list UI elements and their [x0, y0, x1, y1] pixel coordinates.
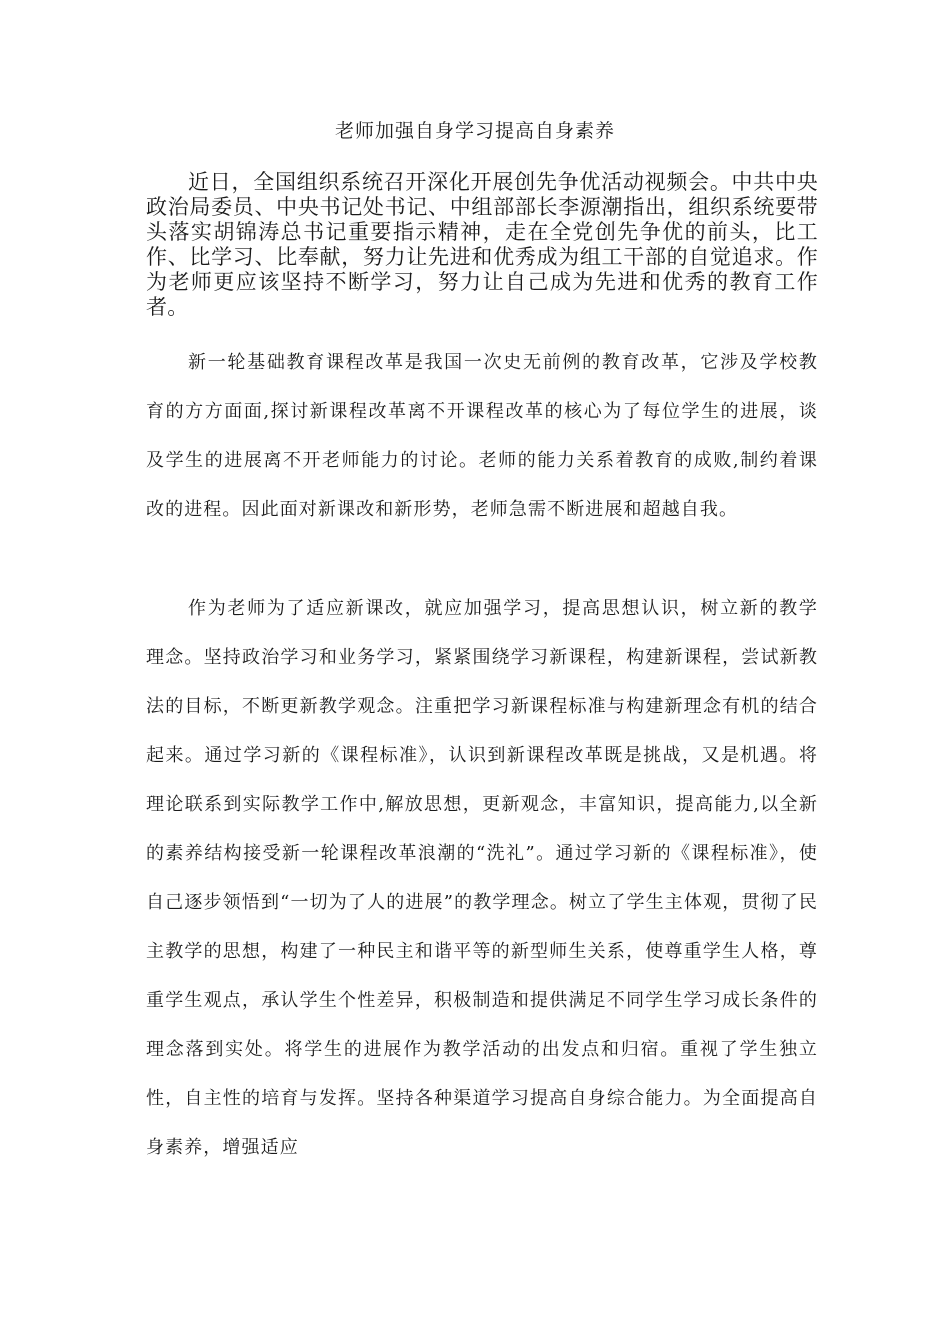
paragraph-teacher-learning: 作为老师为了适应新课改，就应加强学习，提高思想认识，树立新的教学理念。坚持政治学习和业务学习，紧紧围绕学习新课程，构建新课程，尝试新教法的目标，不断更新教学观念。注重把学习新课程标准与构建新理念有机的结合起来。通过学习新的《课程标准》，认识到新课程改革既是挑战，又是机遇。将理论联系到实际教学工作中,解放思想，更新观念，丰富知识，提高能力,以全新的素养结构接受新一轮课程改革浪潮的“洗礼”。通过学习新的《课程标准》，使自己逐步领悟到“一切为了人的进展”的教学理念。树立了学生主体观，贯彻了民主教学的思想，构建了一种民主和谐平等的新型师生关系，使尊重学生人格，尊重学生观点，承认学生个性差异，积极制造和提供满足不同学生学习成长条件的理念落到实处。将学生的进展作为教学活动的出发点和归宿。重视了学生独立性，自主性的培育与发挥。坚持各种渠道学习提高自身综合能力。为全面提高自身素养，增强适应 — [146, 598, 818, 1158]
document-title: 老师加强自身学习提高自身素养 — [334, 120, 615, 142]
paragraph-curriculum-reform: 新一轮基础教育课程改革是我国一次史无前例的教育改革，它涉及学校教育的方方面面,探讨新课程改革离不开课程改革的核心为了每位学生的进展，谈及学生的进展离不开老师能力的讨论。老师的能力关系着教育的成败,制约着课改的进程。因此面对新课改和新形势，老师急需不断进展和超越自我。 — [146, 352, 818, 520]
paragraph-intro: 近日，全国组织系统召开深化开展创先争优活动视频会。中共中央政治局委员、中央书记处书记、中组部部长李源潮指出，组织系统要带头落实胡锦涛总书记重要指示精神，走在全党创先争优的前头，比工作、比学习、比奉献，努力让先进和优秀成为组工干部的自觉追求。作为老师更应该坚持不断学习，努力让自己成为先进和优秀的教育工作者。 — [146, 170, 818, 319]
